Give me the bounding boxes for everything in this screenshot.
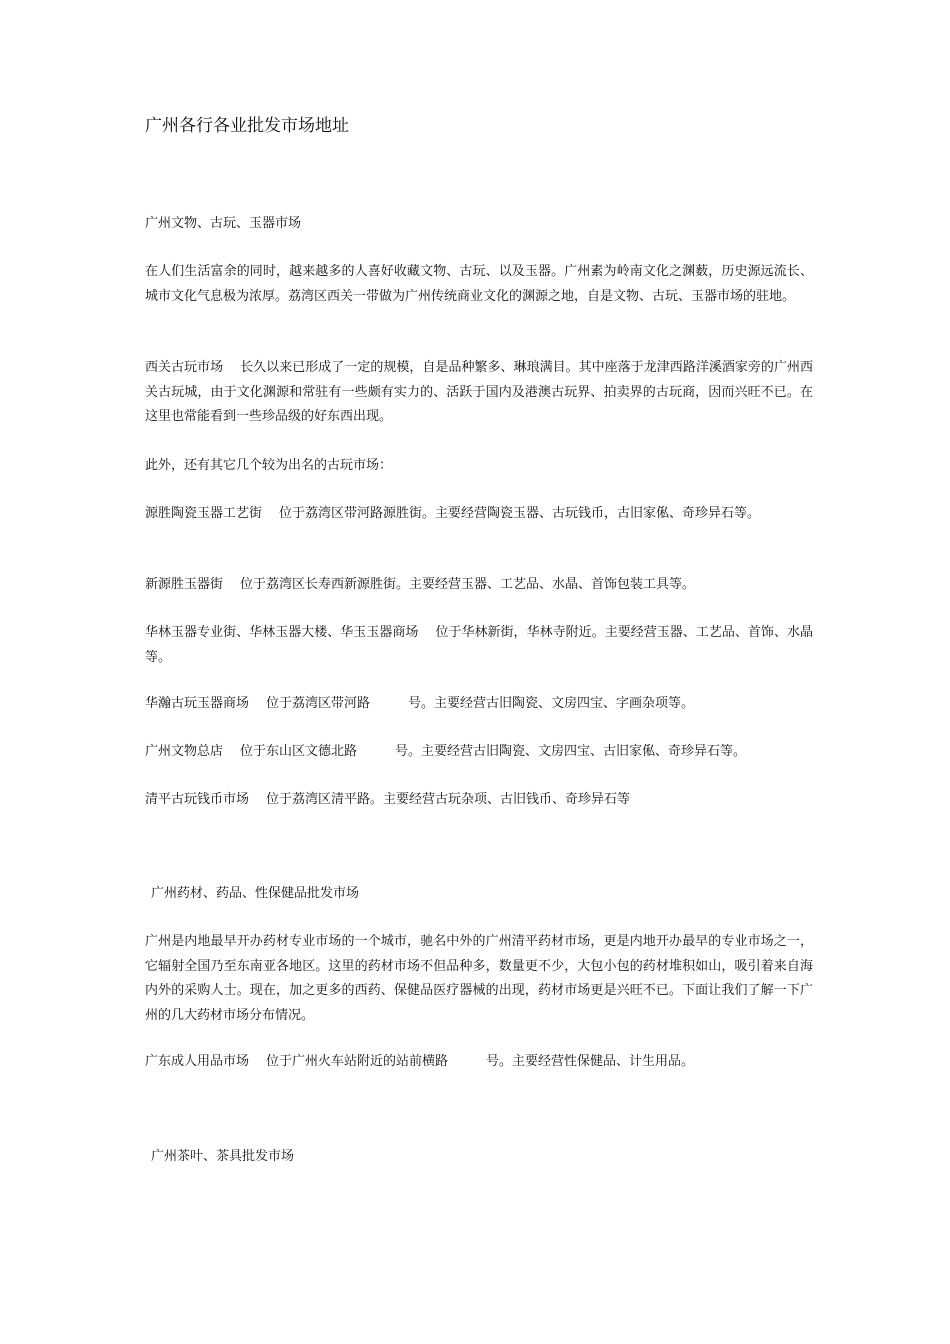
other-markets-intro: 此外，还有其它几个较为出名的古玩市场： <box>145 458 393 473</box>
market-description-cont: 号。主要经营性保健品、计生用品。 <box>486 1054 695 1069</box>
section-intro-medicine: 广州是内地最早开办药材专业市场的一个城市，驰名中外的广州清平药材市场，更是内地开办最早的专业市场之一，它辐射全国乃至东南亚各地区。这里的药材市场不但品种多，数量更不少，大包小包的药材堆积如山，吸引着来自海内外的采购人士。现在，加之更多的西药、保健品医疗器械的出现，药材市场更是兴旺不已。下面让我们了解一下广州的几大药材市场分布情况。 <box>145 934 813 1023</box>
market-entry <box>145 788 815 812</box>
market-description: 位于荔湾区清平路。主要经营古玩杂项、古旧钱币、奇珍异石等 <box>266 792 631 807</box>
market-name: 西关古玩市场 <box>145 360 224 375</box>
market-entry <box>145 502 815 526</box>
market-description: 位于荔湾区带河路 <box>266 696 371 711</box>
market-name: 华林玉器专业街、华林玉器大楼、华玉玉器商场 <box>145 625 419 640</box>
market-description: 位于华林新街，华林寺附近。主要经营玉器、工艺品、首饰、水晶等。 <box>145 625 813 665</box>
market-entry <box>145 1050 815 1074</box>
market-name: 新源胜玉器街 <box>145 577 224 592</box>
xiguan-market-paragraph <box>145 356 813 430</box>
market-name: 广州文物总店 <box>145 744 224 759</box>
market-description: 位于广州火车站附近的站前横路 <box>266 1054 449 1069</box>
market-description-cont: 号。主要经营古旧陶瓷、文房四宝、古旧家俬、奇珍异石等。 <box>395 744 747 759</box>
document-title: 广州各行各业批发市场地址 <box>145 116 349 136</box>
market-description-cont: 号。主要经营古旧陶瓷、文房四宝、字画杂项等。 <box>408 696 695 711</box>
section-heading-antiques: 广州文物、古玩、玉器市场 <box>145 216 302 231</box>
section-heading-tea: 广州茶叶、茶具批发市场 <box>151 1149 295 1164</box>
market-name: 源胜陶瓷玉器工艺街 <box>145 506 263 521</box>
section-heading-medicine: 广州药材、药品、性保健品批发市场 <box>151 886 360 901</box>
market-entry <box>145 621 813 670</box>
market-description: 位于东山区文德北路 <box>240 744 358 759</box>
section-intro-antiques: 在人们生活富余的同时，越来越多的人喜好收藏文物、古玩、以及玉器。广州素为岭南文化之渊薮，历史源远流长、城市文化气息极为浓厚。荔湾区西关一带做为广州传统商业文化的渊源之地，自是文物、古玩、玉器市场的驻地。 <box>145 264 813 304</box>
market-entry <box>145 740 815 764</box>
market-name: 清平古玩钱币市场 <box>145 792 250 807</box>
market-name: 广东成人用品市场 <box>145 1054 250 1069</box>
market-name: 华瀚古玩玉器商场 <box>145 696 250 711</box>
market-entry <box>145 573 815 597</box>
market-entry <box>145 692 815 716</box>
market-description: 长久以来已形成了一定的规模，自是品种繁多、琳琅满目。其中座落于龙津西路洋溪酒家旁的广州西关古玩城，由于文化渊源和常驻有一些颇有实力的、活跃于国内及港澳古玩界、拍卖界的古玩商，因而兴旺不已。在这里也常能看到一些珍品级的好东西出现。 <box>145 360 813 424</box>
market-description: 位于荔湾区长寿西新源胜街。主要经营玉器、工艺品、水晶、首饰包装工具等。 <box>240 577 696 592</box>
market-description: 位于荔湾区带河路源胜街。主要经营陶瓷玉器、古玩钱币，古旧家俬、奇珍异石等。 <box>279 506 761 521</box>
